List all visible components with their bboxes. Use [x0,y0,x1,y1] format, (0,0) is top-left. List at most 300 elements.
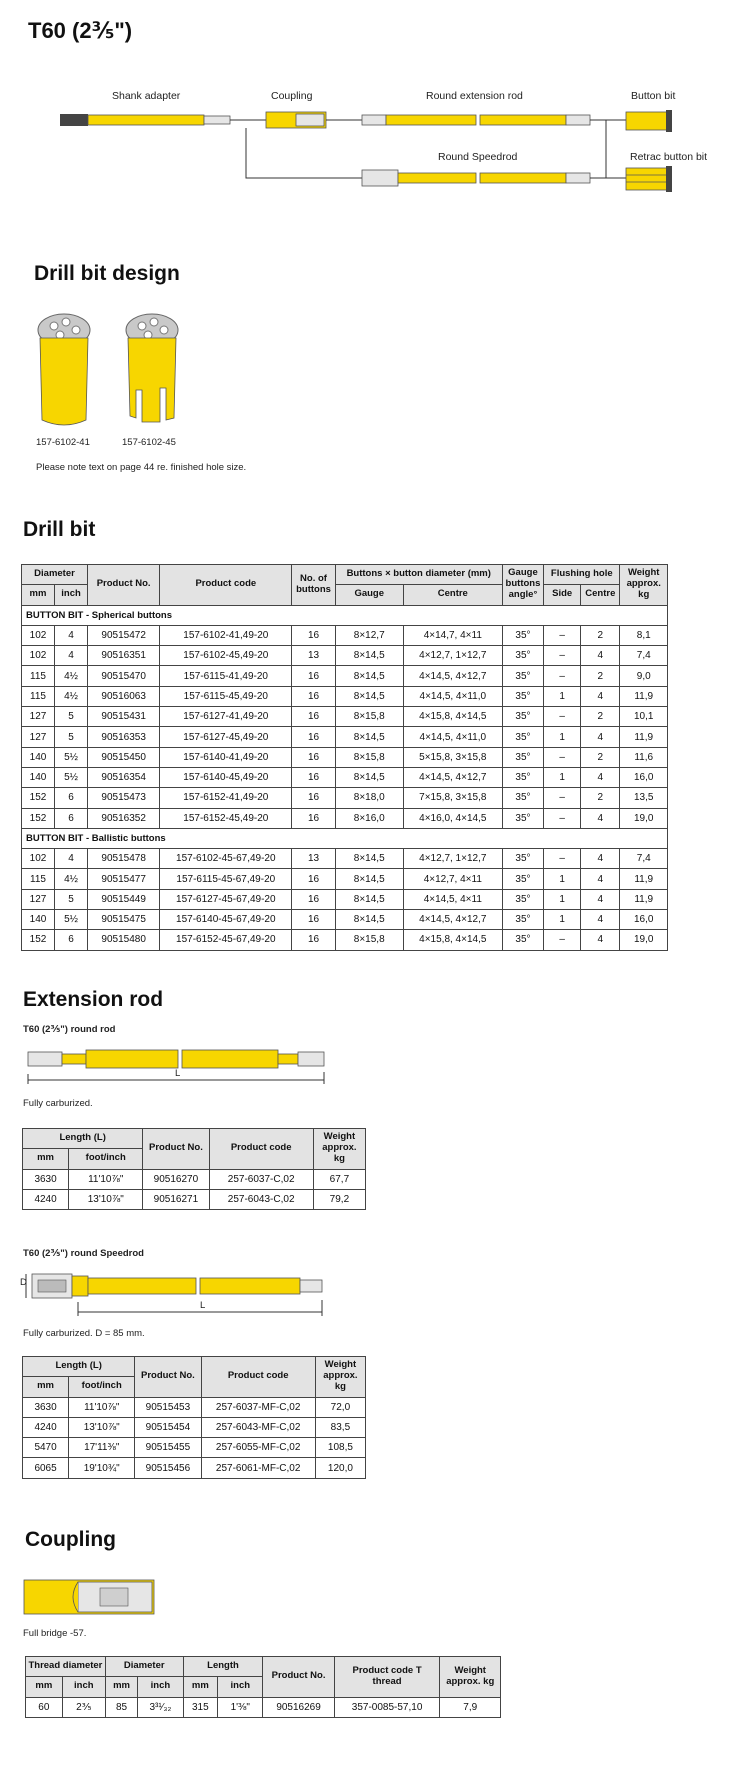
bit-image-1 [38,314,90,425]
table-cell: 35° [502,849,543,869]
drill-string-diagram [0,100,735,200]
table-cell: 90515450 [88,747,160,767]
table-row [22,808,668,828]
table-cell: 16 [292,727,335,747]
table-cell: 140 [22,910,55,930]
table-cell: 8×14,5 [335,727,403,747]
table-cell: 152 [22,808,55,828]
coupling-drawing [266,112,326,128]
table-cell: 35° [502,788,543,808]
table-cell: – [544,930,581,950]
table-cell: 315 [183,1697,218,1717]
table-cell: 8,1 [620,625,668,645]
label-retrac-button-bit: Retrac button bit [630,151,708,163]
table-cell: 16 [292,747,335,767]
speedrod-length-label-L: L [200,1300,206,1311]
finished-hole-note: Please note text on page 44 re. finished hole size. [36,462,247,473]
table-cell: 16 [292,808,335,828]
table-cell: 127 [22,727,55,747]
table-cell: 257-6043-MF-C,02 [201,1417,315,1437]
speedrod-note: Fully carburized. D = 85 mm. [23,1328,145,1339]
label-round-extension-rod: Round extension rod [426,90,523,102]
table-cell: 8×14,5 [335,869,403,889]
table-cell: 4×14,7, 4×11 [403,625,502,645]
table-cell: 35° [502,767,543,787]
table-cell: 10,1 [620,707,668,727]
table-cell: 4×15,8, 4×14,5 [403,930,502,950]
th-product-no: Product No. [88,565,160,606]
table-cell: 5½ [55,747,88,767]
label-round-speedrod: Round Speedrod [438,151,518,163]
table-cell: 4×14,5, 4×11,0 [403,686,502,706]
table-cell: 4×12,7, 4×11 [403,869,502,889]
table-cell: 8×16,0 [335,808,403,828]
shank-adapter-drawing [60,114,230,126]
table-cell: 4 [581,889,620,909]
table-row [22,646,668,666]
table-cell: 115 [22,686,55,706]
table-cell: 8×18,0 [335,788,403,808]
speedrod-drawing [18,1268,348,1320]
table-cell: 90515477 [88,869,160,889]
round-rod-title: T60 (2⅗") round rod [23,1024,116,1035]
table-cell: 8×15,8 [335,930,403,950]
table-row [23,1169,366,1189]
table-row [26,1697,501,1717]
th-buttons-diameter: Buttons × button diameter (mm) [335,565,502,585]
table-cell: 90515478 [88,849,160,869]
table-cell: 8×14,5 [335,889,403,909]
table-row [22,869,668,889]
table-header-cell: inch [218,1677,263,1697]
table-cell: 152 [22,788,55,808]
table-cell: 3630 [23,1169,69,1189]
table-cell: 157-6140-45,49-20 [160,767,292,787]
table-cell: 157-6115-45,49-20 [160,686,292,706]
table-cell: 7×15,8, 3×15,8 [403,788,502,808]
table-cell: 2⅗ [62,1697,105,1717]
table-cell: 90515475 [88,910,160,930]
table-cell: 90516353 [88,727,160,747]
table-cell: 13 [292,646,335,666]
table-cell: 4240 [23,1189,69,1209]
table-cell: 2 [581,788,620,808]
table-cell: 4 [581,910,620,930]
section-heading-extension-rod: Extension rod [23,988,164,1011]
table-cell: 35° [502,910,543,930]
th-no-buttons: No. of buttons [292,565,335,606]
table-cell: 4×14,5, 4×11,0 [403,727,502,747]
section-heading-coupling: Coupling [25,1528,116,1551]
table-cell: 115 [22,666,55,686]
table-cell: 8×15,8 [335,747,403,767]
drill-bit-images [36,308,216,433]
table-cell: 5 [55,707,88,727]
table-cell: 5 [55,727,88,747]
table-cell: 4 [55,849,88,869]
table-row [23,1438,366,1458]
th-inch: inch [55,585,88,605]
th-flushing-hole: Flushing hole [544,565,620,585]
table-cell: 11'10⅞" [69,1169,143,1189]
table-cell: 90515473 [88,788,160,808]
table-cell: 4×15,8, 4×14,5 [403,707,502,727]
th-flush-centre: Centre [581,585,620,605]
table-cell: 35° [502,727,543,747]
table-cell: 127 [22,889,55,909]
table-cell: 4 [55,646,88,666]
page-title: T60 (2⅗") [28,18,133,43]
table-cell: 85 [105,1697,137,1717]
table-cell: 16 [292,767,335,787]
label-coupling: Coupling [271,90,313,102]
table-cell: 8×14,5 [335,849,403,869]
table-cell: 16 [292,889,335,909]
table-cell: 72,0 [315,1397,365,1417]
table-cell: 35° [502,686,543,706]
table-cell: 4 [581,808,620,828]
table-cell: 90515456 [135,1458,201,1478]
table-cell: 16 [292,788,335,808]
table-row [22,686,668,706]
table-cell: 8×14,5 [335,646,403,666]
table-cell: 79,2 [313,1189,365,1209]
group-ballistic: BUTTON BIT - Ballistic buttons [22,828,668,848]
table-cell: 8×12,7 [335,625,403,645]
table-cell: 157-6115-45-67,49-20 [160,869,292,889]
table-cell: 16,0 [620,767,668,787]
table-cell: 90516270 [143,1169,209,1189]
table-cell: 16 [292,707,335,727]
table-cell: 120,0 [315,1458,365,1478]
table-cell: 4 [581,767,620,787]
table-cell: – [544,747,581,767]
table-cell: 35° [502,707,543,727]
table-row [22,910,668,930]
table-cell: 90516351 [88,646,160,666]
retrac-button-bit-drawing [626,166,672,192]
table-cell: 1 [544,686,581,706]
table-cell: – [544,666,581,686]
table-cell: 3³¹⁄₃₂ [138,1697,183,1717]
table-cell: 6 [55,808,88,828]
table-cell: 4×14,5, 4×11 [403,889,502,909]
table-cell: 35° [502,889,543,909]
table-cell: 157-6140-45-67,49-20 [160,910,292,930]
table-cell: 11'10⅞" [69,1397,135,1417]
table-cell: 157-6115-41,49-20 [160,666,292,686]
table-cell: 8×14,5 [335,910,403,930]
coupling-table [25,1656,501,1718]
table-cell: 257-6043-C,02 [209,1189,313,1209]
table-header-cell: foot/inch [69,1149,143,1169]
th-gauge: Gauge [335,585,403,605]
table-cell: 4 [581,930,620,950]
table-cell: 16,0 [620,910,668,930]
table-cell: 11,9 [620,869,668,889]
table-cell: 11,9 [620,686,668,706]
table-header-cell: mm [183,1677,218,1697]
table-cell: 357-0085-57,10 [334,1697,440,1717]
group-spherical: BUTTON BIT - Spherical buttons [22,605,668,625]
table-cell: 35° [502,625,543,645]
table-cell: 102 [22,646,55,666]
table-cell: 16 [292,910,335,930]
table-cell: 11,9 [620,889,668,909]
label-button-bit: Button bit [631,90,676,102]
th-product-code: Product code [160,565,292,606]
table-row [22,889,668,909]
table-cell: 19,0 [620,808,668,828]
table-cell: 4 [55,625,88,645]
table-header-cell: Thread diameter [26,1657,106,1677]
speedrod-table [22,1356,366,1479]
table-row [22,747,668,767]
table-cell: 90515449 [88,889,160,909]
table-cell: 257-6037-MF-C,02 [201,1397,315,1417]
table-cell: – [544,788,581,808]
table-row [23,1397,366,1417]
table-cell: 7,9 [440,1697,501,1717]
round-rod-note: Fully carburized. [23,1098,93,1109]
table-header-cell: Length (L) [23,1129,143,1149]
table-cell: 90516352 [88,808,160,828]
table-cell: 2 [581,707,620,727]
table-cell: 2 [581,625,620,645]
table-cell: 4½ [55,666,88,686]
table-cell: 5470 [23,1438,69,1458]
table-cell: 7,4 [620,849,668,869]
table-header-cell: mm [105,1677,137,1697]
coupling-detail-drawing [22,1576,162,1620]
section-heading-drill-bit: Drill bit [23,518,96,541]
table-header-cell: inch [138,1677,183,1697]
th-diameter: Diameter [22,565,88,585]
table-cell: 4 [581,727,620,747]
table-header-cell: Product No. [263,1657,334,1698]
th-centre: Centre [403,585,502,605]
table-header-cell: foot/inch [69,1377,135,1397]
table-cell: 157-6152-45-67,49-20 [160,930,292,950]
button-bit-drawing [626,110,672,132]
table-cell: 8×14,5 [335,686,403,706]
table-header-cell: mm [26,1677,63,1697]
table-cell: 1 [544,889,581,909]
table-cell: 157-6102-45-67,49-20 [160,849,292,869]
table-cell: 2 [581,666,620,686]
table-cell: 152 [22,930,55,950]
table-header-cell: Product No. [143,1129,209,1170]
table-row [23,1417,366,1437]
table-cell: 4 [581,869,620,889]
extension-rod-drawing [362,115,590,125]
table-cell: 13,5 [620,788,668,808]
table-cell: 4×12,7, 1×12,7 [403,646,502,666]
table-cell: 157-6127-41,49-20 [160,707,292,727]
table-cell: 4×16,0, 4×14,5 [403,808,502,828]
th-mm: mm [22,585,55,605]
table-cell: 5½ [55,767,88,787]
table-cell: 1 [544,910,581,930]
table-cell: 90515431 [88,707,160,727]
table-cell: 1 [544,767,581,787]
table-cell: 157-6102-41,49-20 [160,625,292,645]
table-cell: 19,0 [620,930,668,950]
table-cell: 9,0 [620,666,668,686]
table-cell: – [544,849,581,869]
table-cell: 4 [581,849,620,869]
length-label-L: L [175,1068,181,1079]
round-rod-drawing [24,1044,344,1090]
table-header-cell: Product code T thread [334,1657,440,1698]
table-cell: 157-6127-45-67,49-20 [160,889,292,909]
table-header-cell: Weight approx. kg [315,1357,365,1398]
table-header-cell: inch [62,1677,105,1697]
table-row [23,1189,366,1209]
table-cell: 7,4 [620,646,668,666]
table-cell: 1 [544,869,581,889]
label-shank-adapter: Shank adapter [112,90,181,102]
table-row [23,1458,366,1478]
table-cell: 157-6152-45,49-20 [160,808,292,828]
table-header-cell: Length (L) [23,1357,135,1377]
section-heading-drill-bit-design: Drill bit design [34,262,180,285]
table-cell: 157-6127-45,49-20 [160,727,292,747]
table-cell: 108,5 [315,1438,365,1458]
table-cell: 127 [22,707,55,727]
bit-image-2 [126,314,178,422]
table-cell: 13 [292,849,335,869]
table-cell: 8×14,5 [335,767,403,787]
table-cell: 67,7 [313,1169,365,1189]
table-cell: 90515472 [88,625,160,645]
table-cell: 35° [502,646,543,666]
table-cell: 16 [292,666,335,686]
table-cell: 140 [22,747,55,767]
table-cell: 90515480 [88,930,160,950]
table-cell: 8×14,5 [335,666,403,686]
table-cell: 17'11⅜" [69,1438,135,1458]
diameter-label-D: D [20,1277,27,1288]
table-cell: 157-6102-45,49-20 [160,646,292,666]
table-cell: 16 [292,869,335,889]
table-cell: 115 [22,869,55,889]
table-cell: 16 [292,930,335,950]
table-header-cell: Product No. [135,1357,201,1398]
coupling-note: Full bridge -57. [23,1628,87,1639]
table-cell: 8×15,8 [335,707,403,727]
table-cell: 13'10⅞" [69,1417,135,1437]
table-cell: 2 [581,747,620,767]
table-cell: 60 [26,1697,63,1717]
table-cell: 16 [292,625,335,645]
table-cell: 1 [544,727,581,747]
table-row [22,788,668,808]
table-header-cell: mm [23,1377,69,1397]
table-cell: 4½ [55,686,88,706]
table-cell: 35° [502,869,543,889]
table-cell: – [544,646,581,666]
table-row [22,666,668,686]
table-cell: 257-6055-MF-C,02 [201,1438,315,1458]
table-cell: 35° [502,666,543,686]
table-cell: 5½ [55,910,88,930]
table-cell: 90515470 [88,666,160,686]
table-cell: 3630 [23,1397,69,1417]
th-side: Side [544,585,581,605]
table-cell: 140 [22,767,55,787]
table-cell: 90515455 [135,1438,201,1458]
table-cell: 6065 [23,1458,69,1478]
table-header-cell: Length [183,1657,263,1677]
table-row [22,707,668,727]
table-cell: 90516063 [88,686,160,706]
table-cell: 11,9 [620,727,668,747]
table-cell: – [544,625,581,645]
table-cell: 5 [55,889,88,909]
table-header-cell: Diameter [105,1657,183,1677]
table-cell: 102 [22,849,55,869]
th-weight: Weight approx. kg [620,565,668,606]
table-cell: 90515453 [135,1397,201,1417]
table-header-cell: Product code [201,1357,315,1398]
round-rod-table [22,1128,366,1210]
table-cell: 6 [55,788,88,808]
table-cell: 4×14,5, 4×12,7 [403,666,502,686]
table-cell: 157-6152-41,49-20 [160,788,292,808]
table-cell: 257-6061-MF-C,02 [201,1458,315,1478]
table-header-cell: Weight approx. kg [313,1129,365,1170]
speedrod-drawing [362,170,590,186]
drill-bit-table [21,564,668,951]
table-row [22,625,668,645]
bit-code-1: 157-6102-41 [36,437,90,448]
th-gauge-angle: Gauge buttons angle° [502,565,543,606]
table-cell: 157-6140-41,49-20 [160,747,292,767]
table-cell: 5×15,8, 3×15,8 [403,747,502,767]
table-cell: 90516271 [143,1189,209,1209]
table-cell: 4½ [55,869,88,889]
table-cell: 102 [22,625,55,645]
table-cell: 35° [502,930,543,950]
table-cell: 4×14,5, 4×12,7 [403,910,502,930]
speedrod-title: T60 (2⅗") round Speedrod [23,1248,144,1259]
table-cell: – [544,707,581,727]
table-row [22,930,668,950]
table-cell: 35° [502,747,543,767]
table-header-cell: mm [23,1149,69,1169]
table-cell: 35° [502,808,543,828]
table-cell: 257-6037-C,02 [209,1169,313,1189]
table-cell: 16 [292,686,335,706]
table-cell: 4×12,7, 1×12,7 [403,849,502,869]
table-header-cell: Weight approx. kg [440,1657,501,1698]
table-cell: 1'⅜" [218,1697,263,1717]
table-cell: 4 [581,686,620,706]
table-cell: 6 [55,930,88,950]
table-cell: – [544,808,581,828]
table-row [22,767,668,787]
table-cell: 90516269 [263,1697,334,1717]
table-row [22,727,668,747]
table-cell: 4×14,5, 4×12,7 [403,767,502,787]
table-header-cell: Product code [209,1129,313,1170]
table-cell: 83,5 [315,1417,365,1437]
table-row [22,849,668,869]
table-cell: 4 [581,646,620,666]
table-cell: 11,6 [620,747,668,767]
table-cell: 90515454 [135,1417,201,1437]
